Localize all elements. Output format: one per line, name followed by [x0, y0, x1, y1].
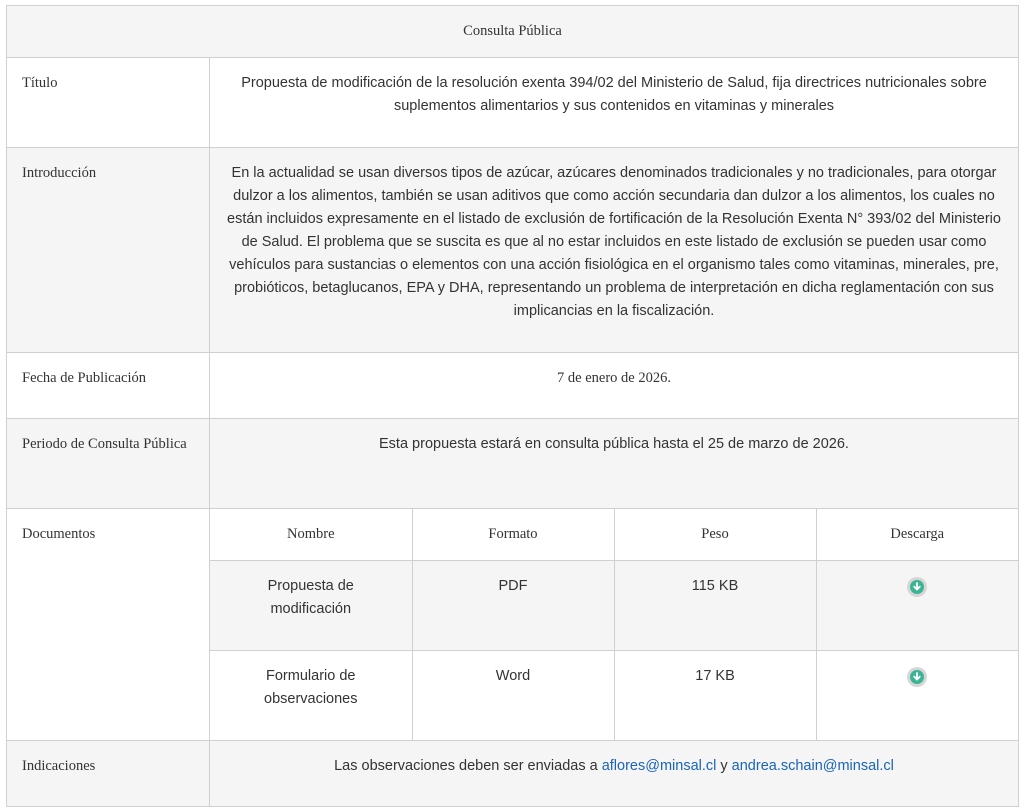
header-row — [7, 6, 1019, 58]
doc-download-cell — [816, 651, 1018, 741]
indicaciones-prefix: Las observaciones deben ser enviadas a — [334, 758, 598, 774]
periodo-label: Periodo de Consulta Pública — [7, 419, 210, 509]
email-link-aschain[interactable]: andrea.schain@minsal.cl — [731, 758, 894, 774]
table-row — [210, 561, 1018, 651]
row-titulo — [7, 58, 1019, 148]
fecha-label: Fecha de Publicación — [7, 353, 210, 419]
download-icon[interactable] — [907, 667, 927, 687]
column-header-peso: Peso — [614, 509, 816, 561]
doc-name: Propuesta de modificación — [267, 578, 354, 617]
row-indicaciones — [7, 741, 1019, 807]
doc-size: 17 KB — [614, 651, 816, 741]
documents-header-row — [210, 509, 1018, 561]
download-icon[interactable] — [907, 577, 927, 597]
row-introduccion — [7, 148, 1019, 353]
periodo-value: Esta propuesta estará en consulta pública hasta el 25 de marzo de 2026. — [210, 419, 1019, 509]
indicaciones-value — [210, 741, 1019, 807]
row-fecha — [7, 353, 1019, 419]
doc-format: PDF — [412, 561, 614, 651]
table-header-title: Consulta Pública — [7, 6, 1019, 58]
doc-format: Word — [412, 651, 614, 741]
titulo-value: Propuesta de modificación de la resolución exenta 394/02 del Ministerio de Salud, fija directrices nutricionales sobre suplementos alimentarios y sus contenidos en vitaminas y minerales — [210, 58, 1019, 148]
column-header-formato: Formato — [412, 509, 614, 561]
fecha-value: 7 de enero de 2026. — [210, 353, 1019, 419]
documents-table — [210, 509, 1018, 740]
doc-name: Formulario de observaciones — [264, 668, 358, 707]
indicaciones-label: Indicaciones — [7, 741, 210, 807]
introduccion-label: Introducción — [7, 148, 210, 353]
doc-download-cell — [816, 561, 1018, 651]
consulta-publica-table — [6, 5, 1019, 807]
row-periodo — [7, 419, 1019, 509]
doc-name-cell — [210, 651, 412, 741]
doc-size: 115 KB — [614, 561, 816, 651]
indicaciones-connector: y — [720, 758, 728, 774]
column-header-descarga: Descarga — [816, 509, 1018, 561]
row-documentos — [7, 509, 1019, 741]
titulo-label: Título — [7, 58, 210, 148]
documentos-label: Documentos — [7, 509, 210, 741]
column-header-nombre: Nombre — [210, 509, 412, 561]
introduccion-value: En la actualidad se usan diversos tipos de azúcar, azúcares denominados tradicionales y no tradicionales, para otorgar dulzor a los alimentos, también se usan aditivos que como acción secundaria dan dulzor a los alimentos, los cuales no están incluidos expresamente en el listado de exclusión de fortificación de la Resolución Exenta N° 393/02 del Ministerio de Salud. El problema que se suscita es que al no estar incluidos en este listado de exclusión se pueden usar como vehículos para sustancias o elementos con una acción fisiológica en el organismo tales como vitaminas, minerales, pre, probióticos, betaglucanos, EPA y DHA, representando un problema de interpretación en dicha reglamentación con sus implicancias en la fiscalización. — [210, 148, 1019, 353]
email-link-aflores[interactable]: aflores@minsal.cl — [601, 758, 717, 774]
doc-name-cell — [210, 561, 412, 651]
documentos-cell — [210, 509, 1019, 741]
table-row — [210, 651, 1018, 741]
